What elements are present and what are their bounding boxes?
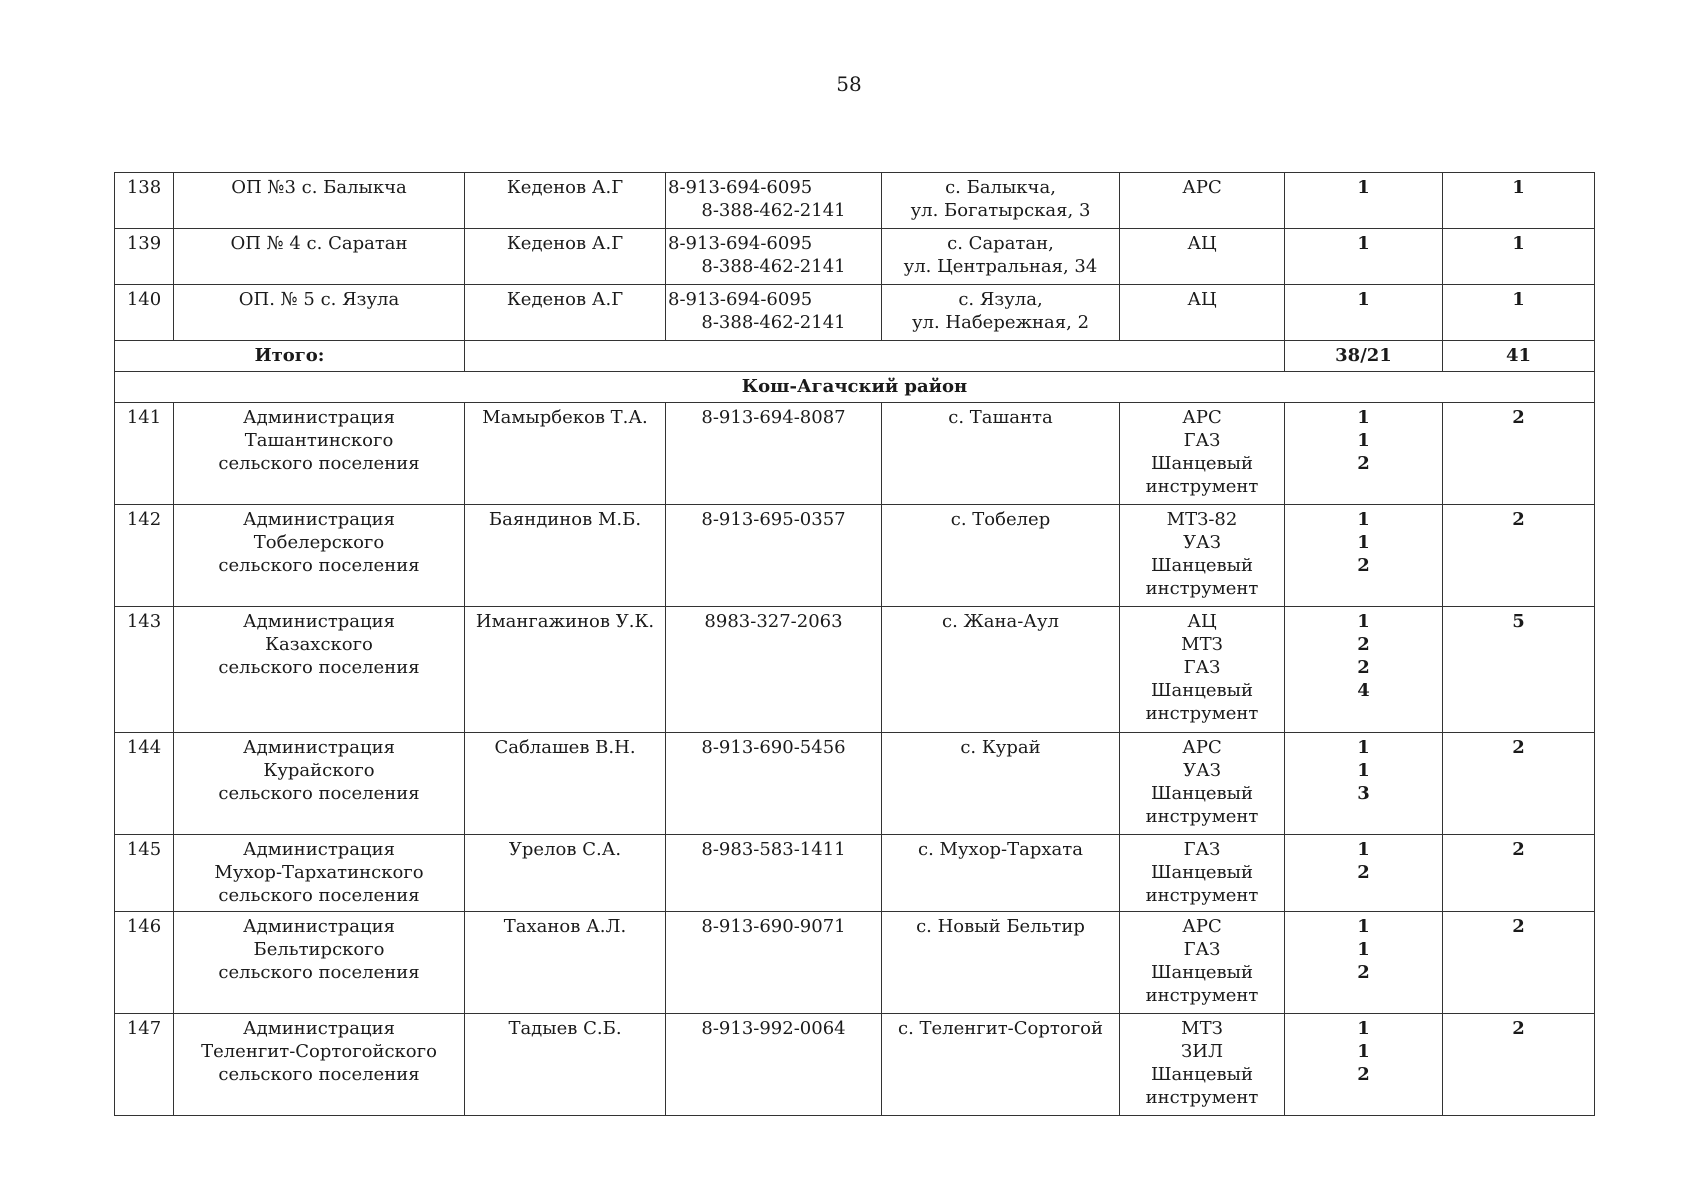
equipment-line: АЦ [1187, 611, 1217, 632]
phone-cell [666, 229, 882, 285]
count-line: 2 [1357, 634, 1370, 655]
phone-cell: 8-913-992-0064 [666, 1014, 882, 1116]
equipment-line: инструмент [1145, 985, 1259, 1006]
head-name: Кеденов А.Г [465, 173, 666, 229]
count-line: 1 [1357, 509, 1370, 530]
unit-name-line: сельского поселения [218, 453, 420, 474]
count-line: 1 [1357, 1018, 1370, 1039]
count-cell [1285, 912, 1443, 1014]
totals-total: 41 [1443, 341, 1595, 372]
equipment-line: УАЗ [1183, 760, 1221, 781]
unit-name-line: сельского поселения [218, 885, 420, 906]
address-line: ул. Центральная, 34 [903, 256, 1098, 277]
row-number: 145 [115, 835, 174, 912]
equipment-line: инструмент [1145, 578, 1259, 599]
count-cell [1285, 733, 1443, 835]
address-line: с. Саратан, [947, 233, 1054, 254]
address-cell: с. Теленгит-Сортогой [882, 1014, 1120, 1116]
unit-name [174, 912, 465, 1014]
unit-name-line: сельского поселения [218, 962, 420, 983]
equipment-line: Шанцевый [1151, 453, 1253, 474]
phone-line: 8-388-462-2141 [701, 256, 846, 277]
unit-name-line: Администрация [243, 509, 395, 530]
unit-name: ОП №3 с. Балыкча [174, 173, 465, 229]
equipment-cell [1120, 1014, 1285, 1116]
equipment-line: АРС [1182, 407, 1222, 428]
phone-line: 8-913-694-6095 [668, 289, 813, 310]
count-line: 2 [1357, 1064, 1370, 1085]
district-heading: Кош-Агачский район [115, 372, 1595, 403]
phone-line: 8-913-694-6095 [668, 177, 813, 198]
row-number: 142 [115, 505, 174, 607]
equipment-line: ЗИЛ [1181, 1041, 1223, 1062]
phone-cell: 8-913-690-9071 [666, 912, 882, 1014]
head-name: Урелов С.А. [465, 835, 666, 912]
address-cell [882, 285, 1120, 341]
equipment-line: инструмент [1145, 806, 1259, 827]
row-number: 144 [115, 733, 174, 835]
address-cell [882, 173, 1120, 229]
totals-row [115, 341, 1595, 372]
equipment-line: инструмент [1145, 703, 1259, 724]
totals-spacer [465, 341, 1285, 372]
head-name: Таханов А.Л. [465, 912, 666, 1014]
totals-counts: 38/21 [1285, 341, 1443, 372]
table-row [115, 1014, 1595, 1116]
table-row [115, 835, 1595, 912]
unit-name [174, 733, 465, 835]
count-line: 1 [1357, 760, 1370, 781]
total-cell: 2 [1443, 912, 1595, 1014]
equipment-line: Шанцевый [1151, 1064, 1253, 1085]
unit-name-line: сельского поселения [218, 1064, 420, 1085]
row-number: 143 [115, 607, 174, 733]
table-row [115, 607, 1595, 733]
unit-name-line: сельского поселения [218, 555, 420, 576]
count-line: 1 [1357, 839, 1370, 860]
total-cell: 1 [1443, 285, 1595, 341]
phone-cell: 8-983-583-1411 [666, 835, 882, 912]
phone-cell: 8-913-694-8087 [666, 403, 882, 505]
address-cell: с. Тобелер [882, 505, 1120, 607]
row-number: 146 [115, 912, 174, 1014]
head-name: Мамырбеков Т.А. [465, 403, 666, 505]
count-line: 4 [1357, 680, 1370, 701]
equipment-line: ГАЗ [1183, 430, 1221, 451]
count-line: 2 [1357, 657, 1370, 678]
total-cell: 1 [1443, 173, 1595, 229]
count-cell [1285, 173, 1443, 229]
table-row [115, 285, 1595, 341]
address-line: с. Язула, [958, 289, 1043, 310]
count-line: 1 [1357, 737, 1370, 758]
total-cell: 2 [1443, 835, 1595, 912]
count-line: 1 [1357, 430, 1370, 451]
equipment-line: АЦ [1187, 289, 1217, 310]
row-number: 140 [115, 285, 174, 341]
count-line: 1 [1357, 916, 1370, 937]
count-cell [1285, 229, 1443, 285]
count-line: 2 [1357, 962, 1370, 983]
equipment-line: инструмент [1145, 476, 1259, 497]
equipment-line: АРС [1182, 737, 1222, 758]
phone-cell: 8983-327-2063 [666, 607, 882, 733]
unit-name-line: Администрация [243, 1018, 395, 1039]
address-cell: с. Курай [882, 733, 1120, 835]
equipment-cell [1120, 403, 1285, 505]
equipment-line: АЦ [1187, 233, 1217, 254]
equipment-line: АРС [1182, 177, 1222, 198]
count-line: 1 [1357, 407, 1370, 428]
unit-name-line: Бельтирского [253, 939, 385, 960]
unit-name [174, 403, 465, 505]
count-cell [1285, 1014, 1443, 1116]
unit-name [174, 607, 465, 733]
unit-name-line: Администрация [243, 737, 395, 758]
count-line: 1 [1357, 233, 1370, 254]
address-cell [882, 229, 1120, 285]
equipment-line: ГАЗ [1183, 657, 1221, 678]
table-row [115, 505, 1595, 607]
equipment-line: Шанцевый [1151, 783, 1253, 804]
equipment-line: инструмент [1145, 885, 1259, 906]
count-cell [1285, 505, 1443, 607]
address-cell: с. Новый Бельтир [882, 912, 1120, 1014]
address-cell: с. Мухор-Тархата [882, 835, 1120, 912]
unit-name-line: Тобелерского [253, 532, 385, 553]
count-line: 2 [1357, 555, 1370, 576]
equipment-line: инструмент [1145, 1087, 1259, 1108]
equipment-line: МТЗ [1181, 634, 1223, 655]
unit-name: ОП. № 5 с. Язула [174, 285, 465, 341]
count-line: 2 [1357, 862, 1370, 883]
unit-name-line: Ташантинского [244, 430, 394, 451]
table-row [115, 229, 1595, 285]
row-number: 139 [115, 229, 174, 285]
head-name: Кеденов А.Г [465, 285, 666, 341]
phone-cell: 8-913-690-5456 [666, 733, 882, 835]
equipment-cell [1120, 912, 1285, 1014]
head-name: Саблашев В.Н. [465, 733, 666, 835]
equipment-line: МТЗ-82 [1166, 509, 1238, 530]
head-name: Тадыев С.Б. [465, 1014, 666, 1116]
unit-name-line: Казахского [265, 634, 373, 655]
count-cell [1285, 285, 1443, 341]
count-cell [1285, 403, 1443, 505]
address-cell: с. Ташанта [882, 403, 1120, 505]
equipment-line: Шанцевый [1151, 555, 1253, 576]
count-line: 1 [1357, 289, 1370, 310]
totals-label: Итого: [115, 341, 465, 372]
unit-name-line: Теленгит-Сортогойского [201, 1041, 437, 1062]
total-cell: 2 [1443, 505, 1595, 607]
equipment-line: Шанцевый [1151, 962, 1253, 983]
equipment-cell [1120, 505, 1285, 607]
address-line: с. Балыкча, [945, 177, 1056, 198]
total-cell: 1 [1443, 229, 1595, 285]
equipment-cell [1120, 607, 1285, 733]
total-cell: 5 [1443, 607, 1595, 733]
count-line: 1 [1357, 1041, 1370, 1062]
count-line: 3 [1357, 783, 1370, 804]
equipment-line: Шанцевый [1151, 862, 1253, 883]
equipment-cell [1120, 229, 1285, 285]
equipment-cell [1120, 835, 1285, 912]
count-cell [1285, 835, 1443, 912]
head-name: Кеденов А.Г [465, 229, 666, 285]
phone-line: 8-913-694-6095 [668, 233, 813, 254]
total-cell: 2 [1443, 403, 1595, 505]
count-line: 1 [1357, 177, 1370, 198]
equipment-line: Шанцевый [1151, 680, 1253, 701]
address-cell: с. Жана-Аул [882, 607, 1120, 733]
unit-name-line: Администрация [243, 407, 395, 428]
address-line: ул. Богатырская, 3 [910, 200, 1091, 221]
equipment-cell [1120, 173, 1285, 229]
unit-name-line: Курайского [263, 760, 375, 781]
phone-cell: 8-913-695-0357 [666, 505, 882, 607]
phone-line: 8-388-462-2141 [701, 200, 846, 221]
equipment-cell [1120, 285, 1285, 341]
table-row [115, 733, 1595, 835]
phone-cell [666, 173, 882, 229]
total-cell: 2 [1443, 1014, 1595, 1116]
equipment-line: МТЗ [1181, 1018, 1223, 1039]
equipment-line: ГАЗ [1183, 939, 1221, 960]
count-line: 1 [1357, 532, 1370, 553]
equipment-line: УАЗ [1183, 532, 1221, 553]
table-row [115, 403, 1595, 505]
district-row [115, 372, 1595, 403]
equipment-line: ГАЗ [1183, 839, 1221, 860]
unit-name-line: сельского поселения [218, 783, 420, 804]
equipment-line: АРС [1182, 916, 1222, 937]
unit-name-line: Мухор-Тархатинского [214, 862, 424, 883]
count-line: 1 [1357, 611, 1370, 632]
equipment-cell [1120, 733, 1285, 835]
address-line: ул. Набережная, 2 [911, 312, 1090, 333]
table-row [115, 912, 1595, 1014]
phone-cell [666, 285, 882, 341]
unit-name [174, 505, 465, 607]
count-cell [1285, 607, 1443, 733]
unit-name-line: Администрация [243, 611, 395, 632]
unit-name-line: Администрация [243, 839, 395, 860]
unit-name-line: Администрация [243, 916, 395, 937]
unit-name: ОП № 4 с. Саратан [174, 229, 465, 285]
row-number: 141 [115, 403, 174, 505]
unit-name [174, 1014, 465, 1116]
page-number: 58 [836, 72, 862, 96]
total-cell: 2 [1443, 733, 1595, 835]
unit-name-line: сельского поселения [218, 657, 420, 678]
table-row [115, 173, 1595, 229]
count-line: 1 [1357, 939, 1370, 960]
head-name: Имангажинов У.К. [465, 607, 666, 733]
row-number: 138 [115, 173, 174, 229]
head-name: Баяндинов М.Б. [465, 505, 666, 607]
phone-line: 8-388-462-2141 [701, 312, 846, 333]
equipment-table [114, 172, 1595, 1116]
count-line: 2 [1357, 453, 1370, 474]
unit-name [174, 835, 465, 912]
table-body [115, 173, 1595, 1116]
row-number: 147 [115, 1014, 174, 1116]
